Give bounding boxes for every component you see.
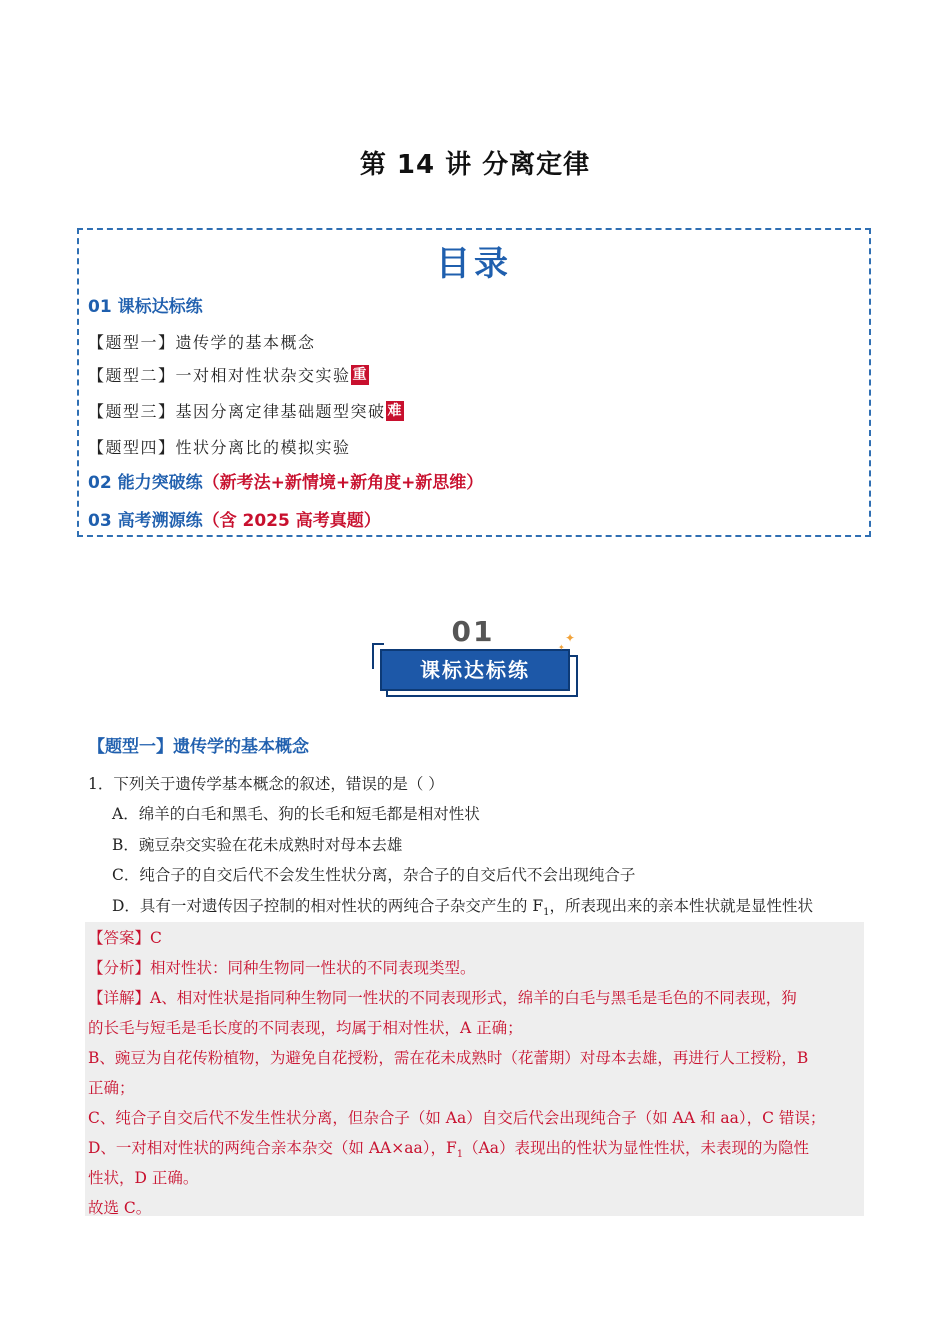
toc-section-label: 03 高考溯源练 bbox=[88, 511, 203, 531]
toc-section-label: 01 课标达标练 bbox=[88, 297, 203, 317]
toc-subitem-2[interactable] bbox=[88, 363, 369, 386]
detail-line: 【详解】A、相对性状是指同种生物同一性状的不同表现形式，绵羊的白毛与黑毛是毛色的不同表现，狗 bbox=[88, 989, 797, 1007]
analysis-line: 【分析】相对性状：同种生物同一性状的不同表现类型。 bbox=[88, 959, 476, 977]
banner-number: 01 bbox=[451, 615, 495, 648]
detail-line: C、纯合子自交后代不发生性状分离，但杂合子（如 Aa）自交后代会出现纯合子（如 AA 和 aa），C 错误； bbox=[88, 1109, 826, 1127]
banner-label: 课标达标练 bbox=[420, 658, 530, 682]
toc-subitem-label: 【题型四】性状分离比的模拟实验 bbox=[88, 438, 351, 457]
table-of-contents bbox=[77, 228, 871, 537]
toc-section-02[interactable] bbox=[88, 468, 483, 493]
detail-text: （Aa）表现出的性状为显性性状，未表现的为隐性 bbox=[463, 1139, 810, 1157]
key-badge: 重 bbox=[352, 367, 367, 383]
sparkle-icon: ✦ bbox=[565, 631, 576, 645]
detail-line: 的长毛与短毛是毛长度的不同表现，均属于相对性状，A 正确； bbox=[88, 1019, 523, 1037]
toc-subitem-4[interactable] bbox=[88, 435, 351, 458]
section-banner bbox=[368, 615, 583, 697]
toc-section-label: 02 能力突破练 bbox=[88, 473, 203, 493]
option-d-text: D．具有一对遗传因子控制的相对性状的两纯合子杂交产生的 F bbox=[112, 897, 544, 915]
toc-subitem-1[interactable] bbox=[88, 330, 316, 353]
conclusion-line: 故选 C。 bbox=[88, 1199, 152, 1217]
option-b[interactable]: B．豌豆杂交实验在花未成熟时对母本去雄 bbox=[112, 836, 403, 854]
detail-line: 性状，D 正确。 bbox=[88, 1169, 199, 1187]
question-type-heading: 【题型一】遗传学的基本概念 bbox=[88, 737, 309, 757]
toc-subitem-label: 【题型二】一对相对性状杂交实验 bbox=[88, 366, 351, 385]
toc-section-extra: （含 2025 高考真题） bbox=[202, 511, 381, 531]
detail-line: 正确； bbox=[88, 1079, 135, 1097]
toc-subitem-label: 【题型一】遗传学的基本概念 bbox=[88, 333, 316, 352]
page-title: 第 14 讲 分离定律 bbox=[359, 150, 591, 180]
detail-text: D、一对相对性状的两纯合亲本杂交（如 AA×aa），F bbox=[88, 1139, 457, 1157]
option-d-text: ，所表现出来的亲本性状就是显性性状 bbox=[549, 897, 814, 915]
sparkle-icon: ✦ bbox=[558, 643, 565, 652]
subscript: 1 bbox=[456, 1149, 464, 1161]
subscript: 1 bbox=[543, 907, 550, 919]
detail-line: B、豌豆为自花传粉植物，为避免自花授粉，需在花未成熟时（花蕾期）对母本去雄，再进行人工授粉，B bbox=[88, 1049, 809, 1067]
difficult-badge: 难 bbox=[387, 403, 402, 419]
toc-subitem-3[interactable] bbox=[88, 399, 404, 422]
toc-section-01[interactable] bbox=[88, 292, 203, 317]
option-d[interactable] bbox=[112, 894, 813, 918]
toc-section-extra: （新考法+新情境+新角度+新思维） bbox=[202, 473, 484, 493]
detail-line bbox=[88, 1136, 809, 1160]
option-a[interactable]: A．绵羊的白毛和黑毛、狗的长毛和短毛都是相对性状 bbox=[112, 805, 480, 823]
toc-section-03[interactable] bbox=[88, 506, 381, 531]
option-c[interactable]: C．纯合子的自交后代不会发生性状分离，杂合子的自交后代不会出现纯合子 bbox=[112, 866, 636, 884]
answer-line: 【答案】C bbox=[88, 929, 162, 947]
toc-subitem-label: 【题型三】基因分离定律基础题型突破 bbox=[88, 402, 386, 421]
toc-heading: 目录 bbox=[436, 244, 512, 284]
question-stem: 1．下列关于遗传学基本概念的叙述，错误的是（ ） bbox=[88, 775, 444, 793]
